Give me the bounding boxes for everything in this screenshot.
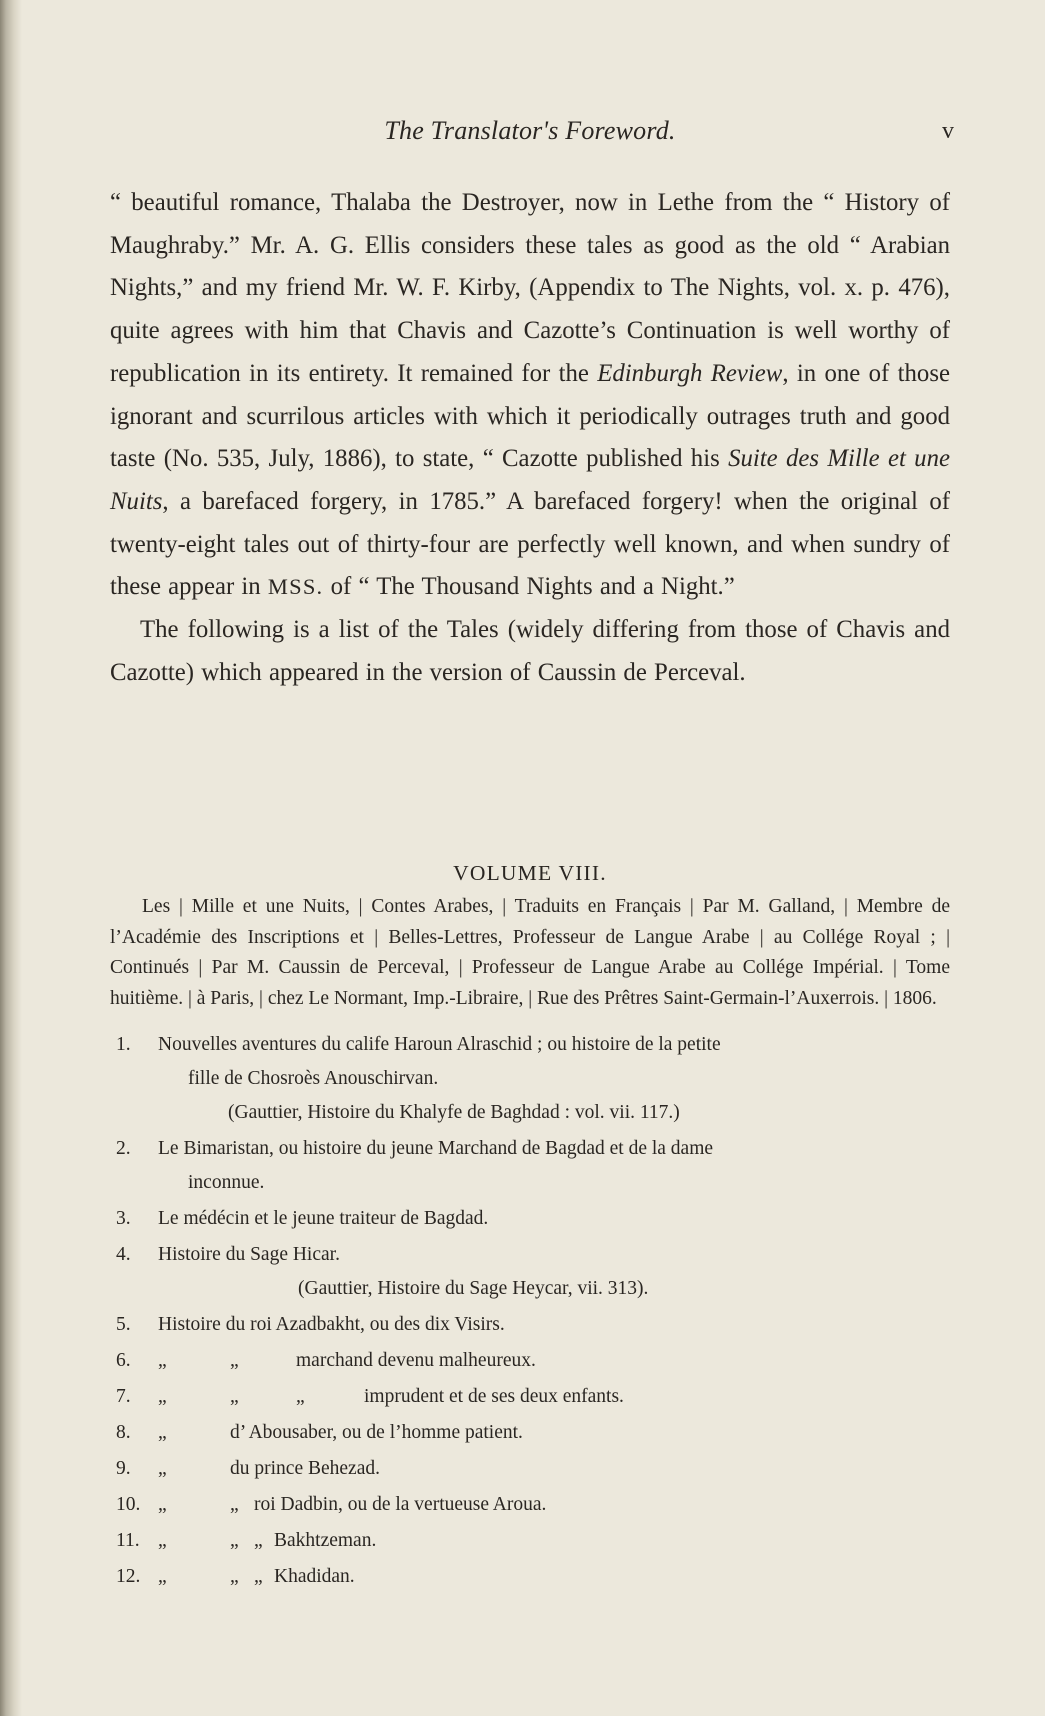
body-text	[110, 182, 950, 694]
ditto-mark: „	[158, 1386, 167, 1407]
item-number: 6.	[116, 1350, 131, 1371]
list-item: 6. „ „ marchand devenu malheureux.	[110, 1344, 950, 1378]
volume-section	[110, 858, 950, 1596]
ditto-mark: „	[158, 1458, 167, 1479]
list-item: 4. Histoire du Sage Hicar. (Gauttier, Histoire du Sage Heycar, vii. 313).	[110, 1238, 950, 1306]
paragraph-2: The following is a list of the Tales (widely differing from those of Chavis and Cazotte) which appeared in the version of Caussin de Perceval.	[110, 616, 950, 686]
ditto-mark: „	[230, 1386, 239, 1407]
item-number: 4.	[116, 1244, 131, 1265]
list-item: 9. „ du prince Behezad.	[110, 1452, 950, 1486]
ditto-mark: „	[296, 1386, 305, 1407]
ditto-mark: „	[158, 1494, 167, 1515]
volume-heading: VOLUME VIII.	[453, 861, 607, 885]
ditto-mark: „	[230, 1494, 239, 1515]
ditto-mark: „	[230, 1350, 239, 1371]
item-number: 1.	[116, 1034, 131, 1055]
running-head	[110, 116, 954, 150]
item-number: 11.	[116, 1530, 140, 1551]
list-item: 8. „ d’ Abousaber, ou de l’homme patient.	[110, 1416, 950, 1450]
list-item: 7. „ „ „ imprudent et de ses deux enfants.	[110, 1380, 950, 1414]
item-number: 10.	[116, 1494, 141, 1515]
book-page	[110, 0, 954, 1716]
item-number: 2.	[116, 1138, 131, 1159]
mss-smallcaps: MSS.	[267, 574, 324, 600]
list-item: 5. Histoire du roi Azadbakht, ou des dix Visirs.	[110, 1308, 950, 1342]
item-number: 9.	[116, 1458, 131, 1479]
item-number: 8.	[116, 1422, 131, 1443]
ditto-mark: „	[158, 1530, 167, 1551]
ditto-mark: „	[254, 1530, 263, 1551]
running-title: The Translator's Foreword.	[384, 116, 676, 145]
item-note: (Gauttier, Histoire du Khalyfe de Baghdad : vol. vii. 117.)	[228, 1102, 680, 1123]
ditto-mark: „	[158, 1422, 167, 1443]
item-note: (Gauttier, Histoire du Sage Heycar, vii. 313).	[298, 1278, 649, 1299]
italic-title-edinburgh-review: Edinburgh Review	[597, 359, 783, 387]
ditto-mark: „	[254, 1566, 263, 1587]
ditto-mark: „	[230, 1566, 239, 1587]
ditto-mark: „	[158, 1566, 167, 1587]
item-number: 7.	[116, 1386, 131, 1407]
list-item: 11. „ „ „ Bakhtzeman.	[110, 1524, 950, 1558]
volume-imprint: Les | Mille et une Nuits, | Contes Arabes, | Traduits en Français | Par M. Galland, | Membre de l’Académie des Inscriptions et | Belles-Lettres, Professeur de Langue Arabe | au Collége Royal ; | Continués | Par M. Caussin de Perceval, | Professeur de Langue Arabe au Collége Impérial. | Tome huitième. | à Paris, | chez Le Normant, Imp.-Libraire, | Rue des Prêtres Saint-Germain-l’Auxerrois. | 1806.	[110, 896, 950, 1009]
list-item: 2. Le Bimaristan, ou histoire du jeune Marchand de Bagdad et de la dame inconnue.	[110, 1132, 950, 1200]
tale-list	[110, 1028, 950, 1594]
page-number: v	[942, 118, 954, 144]
list-item: 3. Le médécin et le jeune traiteur de Bagdad.	[110, 1202, 950, 1236]
item-number: 3.	[116, 1208, 131, 1229]
item-number: 12.	[116, 1566, 141, 1587]
list-item: 1. Nouvelles aventures du calife Haroun Alraschid ; ou histoire de la petite fille de Chosroès Anouschirvan. (Gauttier, Histoire du Khalyfe de Baghdad : vol. vii. 117.)	[110, 1028, 950, 1130]
list-item: 12. „ „ „ Khadidan.	[110, 1560, 950, 1594]
paragraph-1: “ beautiful romance, Thalaba the Destroyer, now in Lethe from the “ History of Maughraby.” Mr. A. G. Ellis considers these tales as good as the old “ Arabian Nights,” and my friend Mr. W. F. Kirby, (Appendix to The Nights, vol. x. p. 476), quite agrees with him that Chavis and Cazotte’s Continuation is well worthy of republication in its entirety. It remained for the Edinburgh Review, in one of those ignorant and scurrilous articles with which it periodically outrages truth and good taste (No. 535, July, 1886), to state, “ Cazotte published his Suite des Mille et une Nuits, a barefaced forgery, in 1785.” A barefaced forgery! when the original of twenty-eight tales out of thirty-four are perfectly well known, and when sundry of these appear in MSS. of “ The Thousand Nights and a Night.”	[110, 189, 950, 601]
page-gutter-shadow	[0, 0, 22, 1716]
ditto-mark: „	[230, 1530, 239, 1551]
list-item: 10. „ „ roi Dadbin, ou de la vertueuse Aroua.	[110, 1488, 950, 1522]
italic-title-suite: Suite des Mille et une Nuits	[110, 445, 950, 515]
ditto-mark: „	[158, 1350, 167, 1371]
item-number: 5.	[116, 1314, 131, 1335]
